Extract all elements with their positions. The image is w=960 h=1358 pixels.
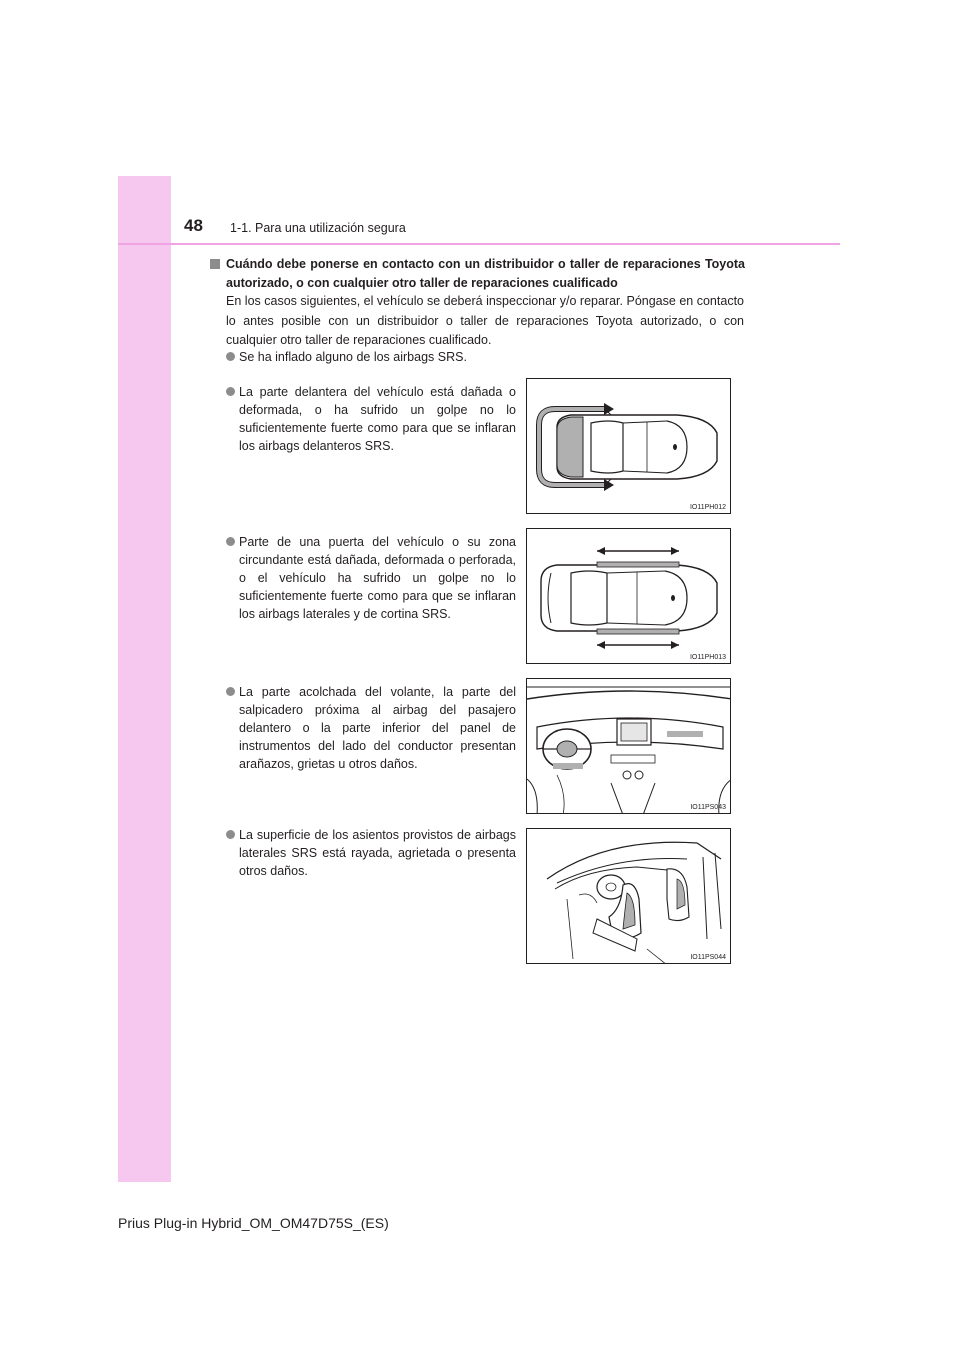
dashboard-figure — [526, 678, 731, 814]
bullet-item — [226, 533, 516, 623]
bullet-text: La superficie de los asientos provistos de airbags laterales SRS está rayada, agrietada o presenta otros daños. — [239, 828, 516, 878]
intro-paragraph: En los casos siguientes, el vehículo se deberá inspeccionar y/o reparar. Póngase en contacto lo antes posible con un distribuidor o taller de reparaciones Toyota autorizado, o con cualquier otro taller de reparaciones cualificado. — [226, 294, 744, 347]
dashboard-illustration — [527, 679, 731, 814]
bullet-item — [226, 826, 516, 880]
page-number: 48 — [184, 216, 203, 235]
figure-code: IO11PS043 — [690, 804, 726, 811]
seat-figure — [526, 828, 731, 964]
bullet-dot-icon — [226, 687, 235, 696]
bullet-dot-icon — [226, 387, 235, 396]
figure-code: IO11PH013 — [689, 654, 726, 661]
seat-interior-illustration — [527, 829, 731, 964]
bullet-dot-icon — [226, 352, 235, 361]
header-rule — [118, 243, 840, 245]
square-bullet-icon — [210, 259, 220, 269]
bullet-dot-icon — [226, 830, 235, 839]
section-title: 1-1. Para una utilización segura — [230, 221, 406, 235]
bullet-item — [226, 383, 516, 455]
subsection-heading — [210, 255, 745, 293]
bullet-text: Parte de una puerta del vehículo o su zona circundante está dañada, deformada o perforada, o el vehículo ha sufrido un golpe no lo suficientemente fuerte como para que se inflaran los airbags laterales y de cortina SRS. — [239, 535, 516, 621]
bullet-text: La parte acolchada del volante, la parte del salpicadero próxima al airbag del pasajero delantero o la parte inferior del panel de instrumentos del lado del conductor presentan arañazos, grietas u otros daños. — [239, 685, 516, 771]
figure-code: IO11PS044 — [690, 954, 726, 961]
car-side-zone-illustration — [527, 529, 731, 664]
front-damage-figure — [526, 378, 731, 514]
chapter-side-bar — [118, 176, 171, 1182]
car-front-zone-illustration — [527, 379, 731, 514]
document-footer: Prius Plug-in Hybrid_OM_OM47D75S_(ES) — [118, 1215, 389, 1231]
figure-code: IO11PH012 — [689, 504, 726, 511]
bullet-text: Se ha inflado alguno de los airbags SRS. — [239, 350, 467, 364]
bullet-item — [226, 348, 744, 366]
side-damage-figure — [526, 528, 731, 664]
bullet-text: La parte delantera del vehículo está dañada o deformada, o ha sufrido un golpe no lo suficientemente fuerte como para que se inflaran los airbags delanteros SRS. — [239, 385, 516, 453]
bullet-dot-icon — [226, 537, 235, 546]
subsection-heading-text: Cuándo debe ponerse en contacto con un distribuidor o taller de reparaciones Toyota autorizado, o con cualquier otro taller de reparaciones cualificado — [226, 257, 745, 290]
bullet-item — [226, 683, 516, 773]
